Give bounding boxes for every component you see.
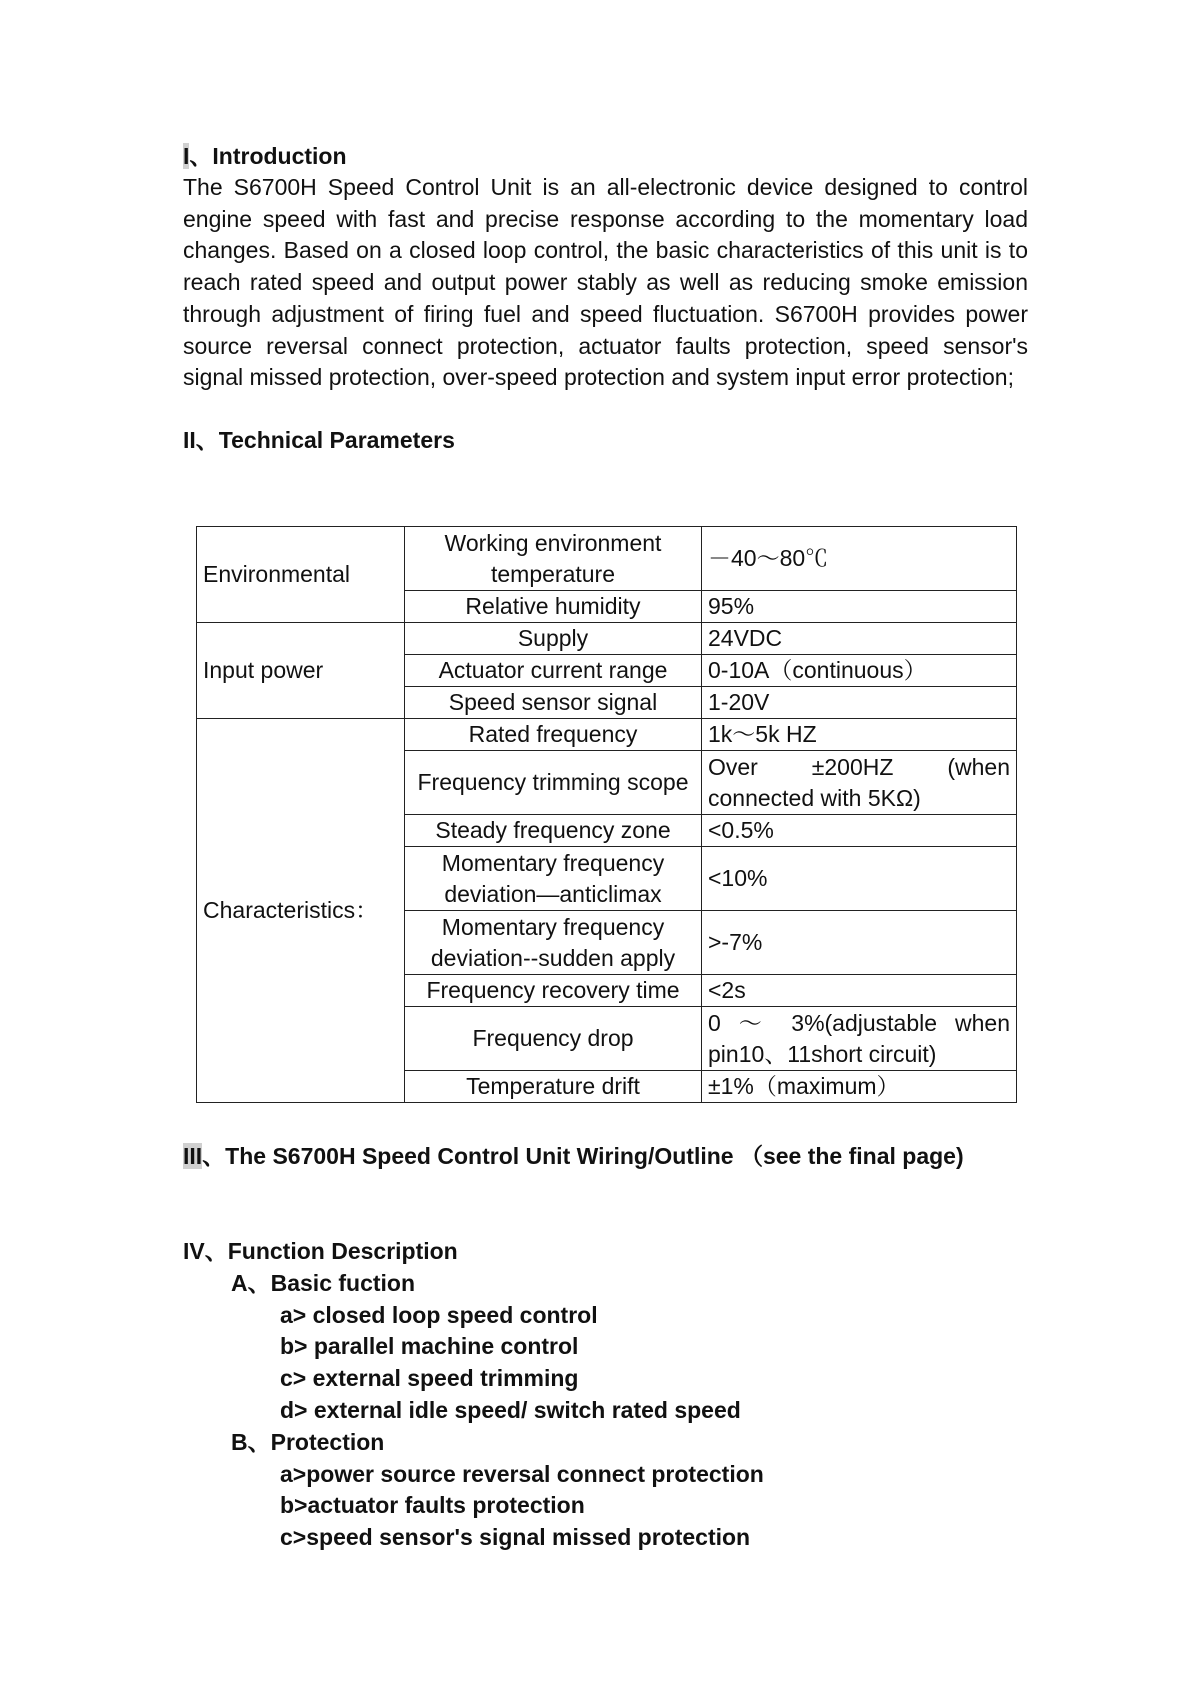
document-page bbox=[183, 140, 1028, 456]
param-value-cell: >-7% bbox=[702, 911, 1017, 975]
technical-parameters-table bbox=[196, 526, 1017, 1103]
param-name-cell: Actuator current range bbox=[405, 655, 702, 687]
table-row bbox=[197, 623, 1017, 655]
param-name-cell: Frequency drop bbox=[405, 1007, 702, 1071]
intro-heading-number: I bbox=[183, 143, 190, 169]
list-item: d> external idle speed/ switch rated speed bbox=[280, 1396, 741, 1423]
tech-params-heading: II、Technical Parameters bbox=[183, 426, 455, 453]
function-heading: IV、Function Description bbox=[183, 1238, 458, 1264]
protection-heading: B、Protection bbox=[231, 1428, 385, 1455]
table-row bbox=[197, 719, 1017, 751]
list-item: b>actuator faults protection bbox=[280, 1492, 585, 1519]
param-name-cell: Relative humidity bbox=[405, 591, 702, 623]
list-item: c>speed sensor's signal missed protection bbox=[280, 1524, 751, 1551]
param-name-cell: Temperature drift bbox=[405, 1071, 702, 1103]
wiring-heading-text: 、The S6700H Speed Control Unit Wiring/Outline （see the final page) bbox=[202, 1143, 964, 1169]
param-value-cell: <2s bbox=[702, 975, 1017, 1007]
list-item: c> external speed trimming bbox=[280, 1365, 579, 1392]
param-name-cell: Steady frequency zone bbox=[405, 815, 702, 847]
category-cell: Environmental bbox=[197, 527, 405, 623]
param-value-cell: 1-20V bbox=[702, 687, 1017, 719]
param-name-cell: Frequency recovery time bbox=[405, 975, 702, 1007]
param-value-cell: 95% bbox=[702, 591, 1017, 623]
wiring-heading bbox=[183, 1140, 964, 1172]
table-row bbox=[197, 527, 1017, 591]
intro-heading bbox=[183, 140, 1028, 172]
param-value-cell: <10% bbox=[702, 847, 1017, 911]
param-value-cell: －40～80℃ bbox=[702, 527, 1017, 591]
intro-heading-separator: 、 bbox=[189, 143, 213, 169]
param-value-cell: ±1%（maximum） bbox=[702, 1071, 1017, 1103]
param-name-cell: Working environment temperature bbox=[405, 527, 702, 591]
param-value-cell: 0-10A（continuous） bbox=[702, 655, 1017, 687]
param-value-cell: 24VDC bbox=[702, 623, 1017, 655]
param-value-cell: 0 ～ 3%(adjustable when pin10、11short circuit) bbox=[702, 1007, 1017, 1071]
list-item: b> parallel machine control bbox=[280, 1333, 579, 1360]
param-name-cell: Momentary frequency deviation—anticlimax bbox=[405, 847, 702, 911]
param-name-cell: Momentary frequency deviation--sudden apply bbox=[405, 911, 702, 975]
param-name-cell: Frequency trimming scope bbox=[405, 751, 702, 815]
basic-function-heading: A、Basic fuction bbox=[231, 1269, 416, 1296]
function-description-section bbox=[183, 1236, 1028, 1554]
intro-heading-text: Introduction bbox=[212, 143, 347, 169]
param-name-cell: Rated frequency bbox=[405, 719, 702, 751]
list-item: a> closed loop speed control bbox=[280, 1301, 598, 1328]
list-item: a>power source reversal connect protection bbox=[280, 1460, 764, 1487]
category-cell: Input power bbox=[197, 623, 405, 719]
param-value-cell: 1k～5k HZ bbox=[702, 719, 1017, 751]
param-value-cell: <0.5% bbox=[702, 815, 1017, 847]
intro-paragraph: The S6700H Speed Control Unit is an all-electronic device designed to control engine speed with fast and precise response according to the momentary load changes. Based on a closed loop control, the basic characteristics of this unit is to reach rated speed and output power stably as well as reducing smoke emission through adjustment of firing fuel and speed fluctuation. S6700H provides power source reversal connect protection, actuator faults protection, speed sensor's signal missed protection, over-speed protection and system input error protection; bbox=[183, 174, 1028, 391]
wiring-heading-number: III bbox=[183, 1143, 203, 1169]
param-name-cell: Supply bbox=[405, 623, 702, 655]
param-name-cell: Speed sensor signal bbox=[405, 687, 702, 719]
param-value-cell: Over ±200HZ (when connected with 5KΩ) bbox=[702, 751, 1017, 815]
category-cell: Characteristics： bbox=[197, 719, 405, 1103]
